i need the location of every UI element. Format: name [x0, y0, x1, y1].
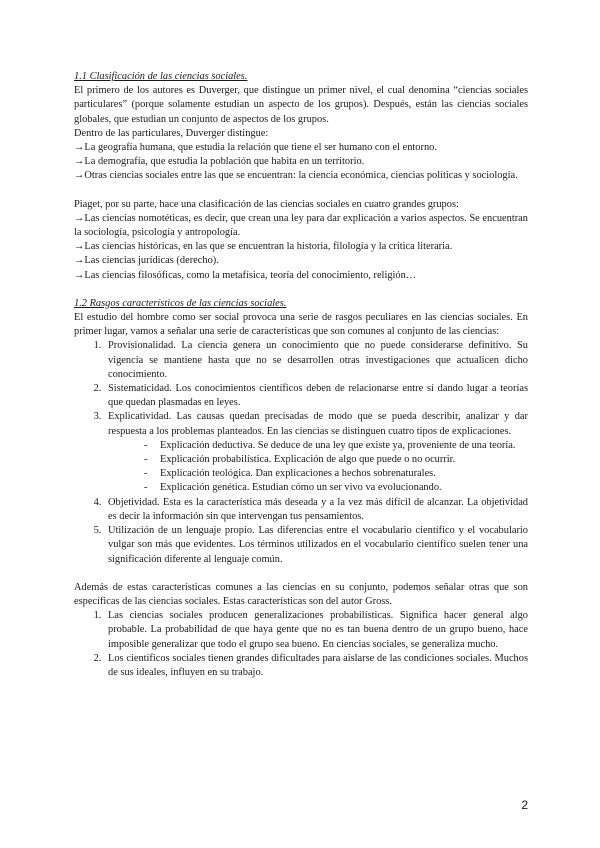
list-item-text: Provisionalidad. La ciencia genera un conocimiento que no puede considerarse definitivo. Su vigencia se mantiene hasta que no se desarrollen otras investigaciones que actualicen dicho conocimiento.: [108, 340, 528, 380]
list-item-sistematicidad: [104, 382, 528, 410]
list-item-deductiva: - Explicación deductiva. Se deduce de una ley que existe ya, proveniente de una teoría.: [144, 439, 528, 453]
list-item-provisionalidad: [104, 339, 528, 382]
list-item-explicatividad: [104, 410, 528, 495]
list-item-lenguaje-propio: [104, 524, 528, 567]
list-item-probabilistica: - Explicación probabilística. Explicación de algo que puede o no ocurrir.: [144, 453, 528, 467]
list-item-objetividad: [104, 496, 528, 524]
section-heading-clasificacion: 1.1 Clasificación de las ciencias sociales.: [74, 71, 248, 82]
list-item-demografia: →La demografía, que estudia la población que habita en un territorio.: [74, 156, 365, 168]
paragraph-particulares: Dentro de las particulares, Duverger distingue:: [74, 127, 269, 139]
dash-list-explicaciones: [108, 439, 528, 496]
spacer: [74, 283, 528, 297]
list-item-text: Explicatividad. Las causas quedan precisadas de modo que se pueda describir, analizar y dar respuesta a los problemas planteados. En las ciencias se distinguen cuatro tipos de explicaciones.: [108, 411, 528, 437]
list-item-historicas: →Las ciencias históricas, en las que se encuentran la historia, filología y la crítica literaria.: [74, 241, 453, 253]
spacer: [74, 184, 528, 198]
list-item-filosoficas: →Las ciencias filosóficas, como la metafísica, teoría del conocimiento, religión…: [74, 269, 417, 281]
list-item-text: Sistematicidad. Los conocimientos científicos deben de relacionarse entre sí dando lugar a teorías que quedan plasmadas en leyes.: [108, 383, 528, 409]
paragraph-rasgos-intro: El estudio del hombre como ser social provoca una serie de rasgos peculiares en las ciencias sociales. En primer lugar, vamos a señalar una serie de características que son comunes al conjunto de las ciencias:: [74, 312, 528, 338]
spacer: [74, 567, 528, 581]
list-item-text: Utilización de un lenguaje propio. Las diferencias entre el vocabulario científico y el vocabulario vulgar son más que evidentes. Los términos utilizados en el vocabulario científico suelen tener una significación diferente al lenguaje común.: [108, 525, 528, 565]
list-item-text: Los científicos sociales tienen grandes dificultades para aislarse de las condiciones sociales. Muchos de sus ideales, influyen en su trabajo.: [108, 652, 528, 678]
list-item-text: Las ciencias sociales producen generalizaciones probabilísticas. Significa hacer general algo probable. La probabilidad de que haya gente que no es tan buena dentro de un grupo bueno, hace imposible generalizar que todo el grupo sea bueno. En ciencias sociales, se generaliza mucho.: [108, 610, 528, 650]
list-item-geografia: →La geografía humana, que estudia la relación que tiene el ser humano con el entorno.: [74, 142, 437, 154]
list-item-otras-ciencias: →Otras ciencias sociales entre las que se encuentran: la ciencia económica, ciencias políticas y sociología.: [74, 170, 518, 182]
list-item-aislamiento: [104, 652, 528, 680]
list-item-teologica: - Explicación teológica. Dan explicaciones a hechos sobrenaturales.: [144, 467, 528, 481]
numbered-list-gross: [74, 609, 528, 680]
paragraph-duverger: El primero de los autores es Duverger, que distingue un primer nivel, el cual denomina “ciencias sociales particulares” (porque solamente estudian un aspecto de los grupos). Después, están las ciencias sociales globales, que estudian un conjunto de aspectos de los grupos.: [74, 85, 528, 125]
list-item-text: Objetividad. Esta es la característica más deseada y a la vez más difícil de alcanzar. La objetividad es decir la información sin que intervengan tus pensamientos.: [108, 496, 528, 522]
section-heading-rasgos: 1.2 Rasgos característicos de las ciencias sociales.: [74, 297, 287, 309]
paragraph-piaget: Piaget, por su parte, hace una clasificación de las ciencias sociales en cuatro grandes grupos:: [74, 198, 459, 210]
list-item-nomoteticas: →Las ciencias nomotéticas, es decir, que crean una ley para dar explicación a varios aspectos. Se encuentran la sociología, psicología y antropología.: [74, 212, 528, 239]
paragraph-gross: Además de estas características comunes a las ciencias en su conjunto, podemos señalar otras que son específicas de las ciencias sociales. Estas características son del autor Gross.: [74, 581, 528, 607]
document-page: [74, 70, 528, 680]
list-item-genetica: - Explicación genética. Estudian cómo un ser vivo va evolucionando.: [144, 481, 528, 495]
page-number: 2: [521, 798, 528, 812]
list-item-generalizaciones: [104, 609, 528, 652]
numbered-list-caracteristicas: [74, 339, 528, 566]
list-item-juridicas: →Las ciencias jurídicas (derecho).: [74, 255, 219, 267]
